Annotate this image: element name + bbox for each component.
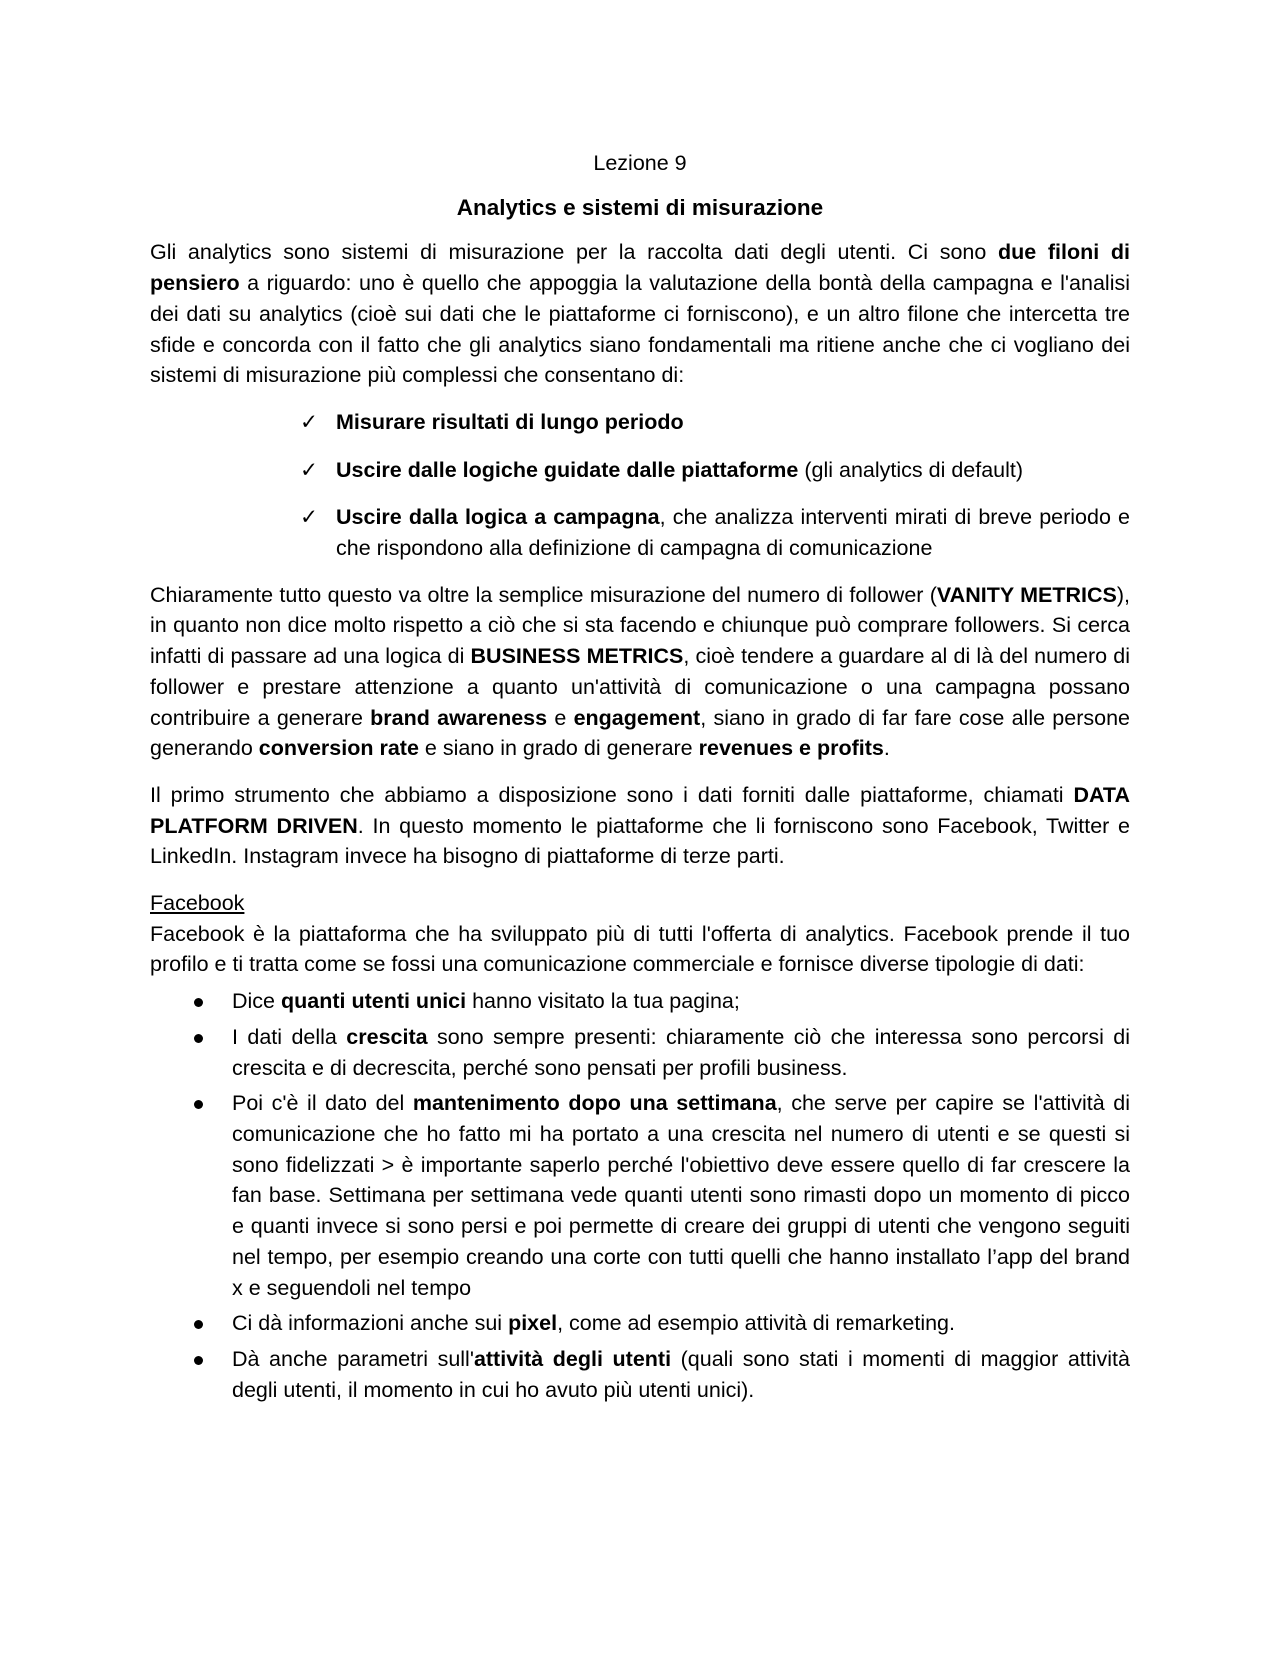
bullet-icon <box>194 1356 203 1365</box>
check-item: ✓ Uscire dalla logica a campagna, che analizza interventi mirati di breve periodo e che rispondono alla definizione di campagna di comunicazione <box>300 502 1130 563</box>
list-item: Ci dà informazioni anche sui pixel, come ad esempio attività di remarketing. <box>232 1308 1130 1339</box>
facebook-data-list <box>150 986 1130 1405</box>
page-title: Analytics e sistemi di misurazione <box>456 194 824 220</box>
facebook-intro: Facebook è la piattaforma che ha sviluppato più di tutti l'offerta di analytics. Facebook prende il tuo profilo e ti tratta come se fossi una comunicazione commerciale e fornisce diverse tipologie di dati: <box>150 921 1130 977</box>
intro-paragraph: Gli analytics sono sistemi di misurazione per la raccolta dati degli utenti. Ci sono due filoni di pensiero a riguardo: uno è quello che appoggia la valutazione della bontà della campagna e l'analisi dei dati su analytics (cioè sui dati che le piattaforme ci forniscono), e un altro filone che intercetta tre sfide e concorda con il fatto che gli analytics siano fondamentali ma ritiene anche che ci vogliano dei sistemi di misurazione più complessi che consentano di: <box>150 240 1130 388</box>
list-item: Dà anche parametri sull'attività degli utenti (quali sono stati i momenti di maggior attività degli utenti, il momento in cui ho avuto più utenti unici). <box>232 1344 1130 1405</box>
checkmark-icon: ✓ <box>300 457 319 482</box>
check-item: ✓ Uscire dalle logiche guidate dalle piattaforme (gli analytics di default) <box>300 455 1130 486</box>
checkmark-icon: ✓ <box>300 409 319 434</box>
checkmark-icon: ✓ <box>300 505 319 530</box>
check-item: ✓ Misurare risultati di lungo periodo <box>300 407 1130 438</box>
list-item: I dati della crescita sono sempre presenti: chiaramente ciò che interessa sono percorsi di crescita e di decrescita, perché sono pensati per profili business. <box>232 1022 1130 1083</box>
bullet-icon <box>194 1320 203 1329</box>
list-item: Poi c'è il dato del mantenimento dopo una settimana, che serve per capire se l'attività di comunicazione che ho fatto mi ha portato a una crescita nel numero di utenti e se questi si sono fidelizzati > è importante saperlo perché l'obiettivo deve essere quello di far crescere la fan base. Settimana per settimana vede quanti utenti sono rimasti dopo un momento di picco e quanti invece si sono persi e poi permette di creare dei gruppi di utenti che vengono seguiti nel tempo, per esempio creando una corte con tutti quelli che hanno installato l’app del brand x e seguendoli nel tempo <box>232 1088 1130 1303</box>
list-item: Dice quanti utenti unici hanno visitato la tua pagina; <box>232 986 1130 1017</box>
metrics-paragraph: Chiaramente tutto questo va oltre la semplice misurazione del numero di follower (VANITY METRICS), in quanto non dice molto rispetto a ciò che si sta facendo e chiunque può comprare followers. Si cerca infatti di passare ad una logica di BUSINESS METRICS, cioè tendere a guardare al di là del numero di follower e prestare attenzione a quanto un'attività di comunicazione o una campagna possano contribuire a generare brand awareness e engagement, siano in grado di far fare cose alle persone generando conversion rate e siano in grado di generare revenues e profits. <box>150 582 1131 761</box>
document-page <box>150 148 1130 1410</box>
bullet-icon <box>194 1100 203 1109</box>
platform-paragraph: Il primo strumento che abbiamo a disposizione sono i dati forniti dalle piattaforme, chiamati DATA PLATFORM DRIVEN. In questo momento le piattaforme che li forniscono sono Facebook, Twitter e LinkedIn. Instagram invece ha bisogno di piattaforme di terze parti. <box>150 782 1130 869</box>
bullet-icon <box>194 998 203 1007</box>
checklist <box>150 407 1130 564</box>
facebook-heading: Facebook <box>150 891 245 916</box>
lesson-number: Lezione 9 <box>593 151 687 175</box>
bullet-icon <box>194 1034 203 1043</box>
